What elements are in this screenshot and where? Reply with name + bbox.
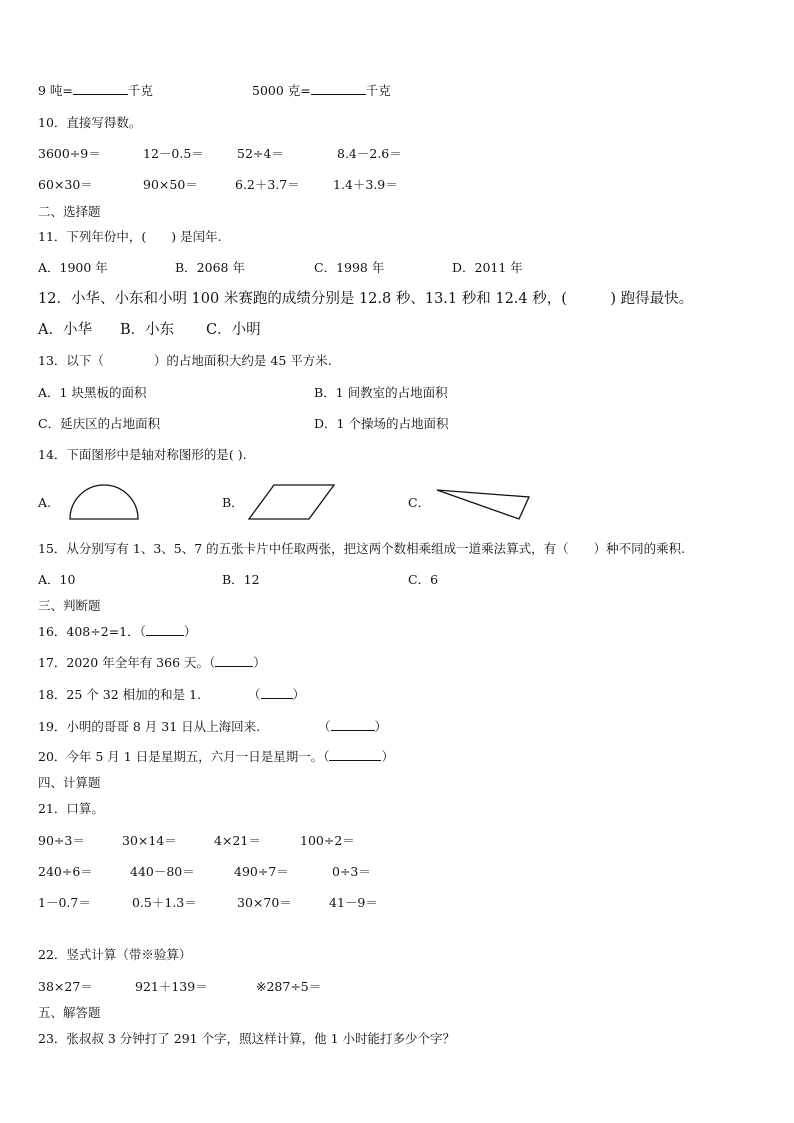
q20-text: 20．今年 5 月 1 日是星期五，六月一日是星期一。（ — [38, 749, 330, 764]
q17-answer-blank[interactable] — [215, 655, 253, 667]
q19-text: 19．小明的哥哥 8 月 31 日从上海回来. — [38, 719, 261, 734]
q18-open-paren: （ — [248, 687, 261, 702]
q10-r1-c4: 8.4－2.6＝ — [337, 146, 402, 161]
q22-item-1: 38×27＝ — [38, 979, 93, 994]
q14-option-c-label[interactable]: C． — [408, 495, 431, 510]
q11-option-b[interactable]: B．2068 年 — [175, 260, 245, 275]
q21-title: 21．口算。 — [38, 801, 104, 816]
q15-option-b[interactable]: B．12 — [222, 572, 260, 587]
q18-answer-slot[interactable] — [248, 687, 305, 703]
parallelogram-shape[interactable] — [246, 482, 338, 522]
q11-option-c[interactable]: C．1998 年 — [314, 260, 385, 275]
q21-r1-c1: 90÷3＝ — [38, 833, 85, 848]
q21-r3-c3: 30×70＝ — [237, 895, 292, 910]
q19-open-paren: （ — [318, 719, 331, 734]
q13-option-d[interactable]: D．1 个操场的占地面积 — [314, 416, 449, 431]
q12-option-b[interactable]: B．小东 — [120, 322, 175, 338]
q18-line — [38, 687, 306, 703]
q10-r1-c3: 52÷4＝ — [237, 146, 284, 161]
q9-b-text: 5000 克= — [252, 83, 311, 98]
section-3-heading: 三、判断题 — [38, 598, 101, 613]
q20-line — [38, 749, 394, 765]
q21-r2-c3: 490÷7＝ — [234, 864, 289, 879]
q22-title: 22．竖式计算（带※验算） — [38, 947, 192, 962]
q18-answer-blank[interactable] — [261, 687, 293, 699]
q19-answer-blank[interactable] — [331, 719, 375, 731]
q13-option-c[interactable]: C．延庆区的占地面积 — [38, 416, 161, 431]
q9-a-unit: 千克 — [127, 83, 153, 98]
q21-r3-c4: 41－9＝ — [329, 895, 378, 910]
q16-line — [38, 624, 196, 640]
q15-stem: 15．从分别写有 1、3、5、7 的五张卡片中任取两张，把这两个数相乘组成一道乘法算式，有（ ）种不同的乘积. — [38, 541, 686, 556]
q21-r1-c4: 100÷2＝ — [300, 833, 355, 848]
q18-text: 18．25 个 32 相加的和是 1. — [38, 687, 202, 702]
q9-b-unit: 千克 — [365, 83, 391, 98]
q19-close-paren: ） — [374, 719, 388, 734]
semicircle-shape[interactable] — [66, 480, 142, 522]
q11-option-a[interactable]: A．1900 年 — [38, 260, 108, 275]
q10-r2-c2: 90×50＝ — [143, 177, 198, 192]
q19-answer-slot[interactable] — [318, 719, 387, 735]
q17-text: 17．2020 年全年有 366 天。（ — [38, 655, 216, 670]
q17-line — [38, 655, 266, 671]
section-2-heading: 二、选择题 — [38, 204, 101, 219]
q17-close-paren: ） — [253, 655, 266, 670]
q13-option-a[interactable]: A．1 块黑板的面积 — [38, 385, 147, 400]
triangle-shape[interactable] — [434, 485, 536, 523]
q21-r2-c1: 240÷6＝ — [38, 864, 93, 879]
q9-a-blank[interactable] — [73, 83, 128, 95]
q10-title: 10．直接写得数。 — [38, 115, 142, 130]
q10-r2-c4: 1.4＋3.9＝ — [333, 177, 398, 192]
q21-r3-c2: 0.5＋1.3＝ — [132, 895, 197, 910]
q10-r1-c1: 3600÷9＝ — [38, 146, 101, 161]
q13-option-b[interactable]: B．1 间教室的占地面积 — [314, 385, 448, 400]
q21-r2-c4: 0÷3＝ — [332, 864, 371, 879]
q15-option-a[interactable]: A．10 — [38, 572, 76, 587]
q9-line-b — [252, 83, 391, 99]
section-4-heading: 四、计算题 — [38, 775, 101, 790]
q18-close-paren: ） — [292, 687, 306, 702]
q19-line — [38, 719, 388, 735]
q21-r3-c1: 1－0.7＝ — [38, 895, 91, 910]
q21-r2-c2: 440－80＝ — [130, 864, 195, 879]
q11-stem: 11．下列年份中，( ) 是闰年. — [38, 229, 222, 244]
q14-stem: 14．下面图形中是轴对称图形的是( ). — [38, 447, 247, 462]
q15-option-c[interactable]: C．6 — [408, 572, 439, 587]
q22-item-2: 921＋139＝ — [135, 979, 208, 994]
q16-text: 16．408÷2=1．（ — [38, 624, 146, 639]
q10-r1-c2: 12－0.5＝ — [143, 146, 204, 161]
q22-item-3: ※287÷5＝ — [256, 979, 322, 994]
q21-r1-c3: 4×21＝ — [214, 833, 261, 848]
q21-r1-c2: 30×14＝ — [122, 833, 177, 848]
q9-line — [38, 83, 153, 99]
q16-close-paren: ） — [183, 624, 197, 639]
q12-stem: 12．小华、小东和小明 100 米赛跑的成绩分别是 12.8 秒、13.1 秒和 12.4 秒，( ) 跑得最快。 — [38, 291, 694, 307]
q14-option-a-label[interactable]: A. — [38, 495, 52, 510]
q9-b-blank[interactable] — [311, 83, 366, 95]
section-5-heading: 五、解答题 — [38, 1005, 101, 1020]
q20-answer-blank[interactable] — [329, 749, 381, 761]
q10-r2-c3: 6.2＋3.7＝ — [235, 177, 300, 192]
q12-option-a[interactable]: A．小华 — [38, 322, 92, 338]
q9-a-text: 9 吨= — [38, 83, 73, 98]
q23-stem: 23．张叔叔 3 分钟打了 291 个字，照这样计算，他 1 小时能打多少个字？ — [38, 1031, 456, 1046]
q12-option-c[interactable]: C．小明 — [206, 322, 261, 338]
q16-answer-blank[interactable] — [146, 624, 184, 636]
q10-r2-c1: 60×30＝ — [38, 177, 93, 192]
q14-option-b-label[interactable]: B． — [222, 495, 244, 510]
q13-stem: 13．以下（ ）的占地面积大约是 45 平方米. — [38, 353, 332, 368]
q11-option-d[interactable]: D．2011 年 — [452, 260, 523, 275]
q20-close-paren: ） — [381, 749, 394, 764]
